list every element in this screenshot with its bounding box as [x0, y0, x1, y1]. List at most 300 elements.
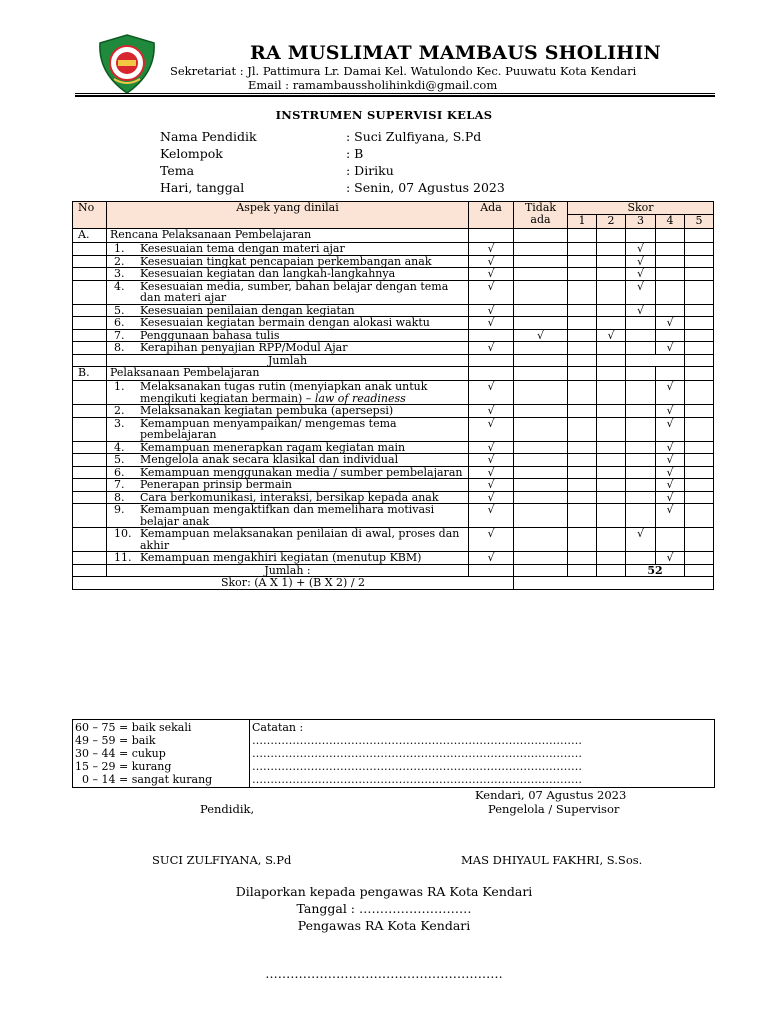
empty-cell — [656, 229, 685, 243]
ada-cell: √ — [469, 268, 514, 281]
header-divider — [75, 93, 715, 94]
table-row — [73, 528, 714, 552]
tidak-ada-cell — [514, 381, 568, 405]
grade-legend-table — [72, 719, 715, 788]
row-no-cell — [73, 317, 107, 330]
tidak-ada-cell — [514, 317, 568, 330]
table-row — [73, 552, 714, 565]
item-text: Penerapan prinsip bermain — [140, 478, 293, 491]
tidak-ada-cell — [514, 417, 568, 441]
score-4-cell: √ — [656, 417, 685, 441]
item-number: 8. — [114, 490, 125, 504]
score-4-cell: √ — [656, 342, 685, 355]
score-2-cell — [597, 268, 626, 281]
aspect-item — [110, 454, 468, 466]
formula-row — [73, 577, 714, 590]
ada-cell: √ — [469, 441, 514, 454]
aspect-item — [110, 405, 468, 417]
empty-cell — [656, 367, 685, 381]
grade-legend — [73, 720, 250, 788]
section-title: Pelaksanaan Pembelajaran — [107, 367, 469, 381]
score-3-cell — [626, 454, 656, 467]
score-3-cell: √ — [626, 528, 656, 552]
score-2-cell — [597, 552, 626, 565]
row-no-cell — [73, 268, 107, 281]
score-5-cell — [685, 441, 714, 454]
score-5-cell — [685, 405, 714, 418]
score-5-cell — [685, 243, 714, 256]
empty-cell — [626, 229, 656, 243]
row-no-cell — [73, 381, 107, 405]
table-row — [73, 280, 714, 304]
table-row — [73, 491, 714, 504]
ada-cell: √ — [469, 528, 514, 552]
score-3-cell — [626, 381, 656, 405]
total-row-b — [73, 564, 714, 577]
table-row — [73, 479, 714, 492]
empty-cell — [568, 367, 597, 381]
col-header-score-5: 5 — [685, 215, 714, 229]
table-header-row — [73, 202, 714, 215]
empty-cell — [514, 354, 568, 367]
item-text: Melaksanakan kegiatan pembuka (apersepsi) — [140, 404, 394, 417]
ada-cell: √ — [469, 479, 514, 492]
score-4-cell: √ — [656, 454, 685, 467]
score-5-cell — [685, 479, 714, 492]
legend-item: 60 – 75 = baik sekali — [75, 721, 192, 734]
score-2-cell — [597, 417, 626, 441]
item-text: Mengelola anak secara klasikal dan individual — [140, 453, 399, 466]
legend-item: 0 – 14 = sangat kurang — [75, 773, 213, 786]
row-no-cell — [73, 528, 107, 552]
item-number: 4. — [114, 440, 125, 454]
score-5-cell — [685, 491, 714, 504]
item-number: 1. — [114, 242, 125, 255]
item-text: Kemampuan menyampaikan/ mengemas tema pembelajaran — [140, 416, 397, 441]
table-row — [73, 317, 714, 330]
score-5-cell — [685, 504, 714, 528]
score-2-cell — [597, 491, 626, 504]
tidak-ada-cell — [514, 268, 568, 281]
aspect-cell — [107, 491, 469, 504]
row-no-cell — [73, 454, 107, 467]
score-4-cell — [656, 255, 685, 268]
item-text: Penggunaan bahasa tulis — [140, 328, 280, 342]
sign-place-date: Kendari, 07 Agustus 2023 — [475, 788, 627, 802]
score-2-cell — [597, 504, 626, 528]
item-number: 5. — [114, 453, 125, 466]
tidak-ada-cell — [514, 454, 568, 467]
empty-cell — [685, 229, 714, 243]
ada-cell: √ — [469, 552, 514, 565]
score-1-cell — [568, 552, 597, 565]
score-4-cell — [656, 268, 685, 281]
score-4-cell — [656, 329, 685, 342]
score-5-cell — [685, 381, 714, 405]
aspect-cell — [107, 304, 469, 317]
legend-item: 15 – 29 = kurang — [75, 760, 172, 773]
score-4-cell: √ — [656, 466, 685, 479]
ada-cell: √ — [469, 342, 514, 355]
row-no-cell — [73, 280, 107, 304]
score-4-cell: √ — [656, 381, 685, 405]
row-no-cell — [73, 243, 107, 256]
score-2-cell — [597, 304, 626, 317]
row-no-cell — [73, 417, 107, 441]
tidak-ada-cell — [514, 342, 568, 355]
empty-cell — [514, 564, 568, 577]
col-header-score-1: 1 — [568, 215, 597, 229]
empty-cell — [514, 577, 714, 590]
empty-cell — [469, 354, 514, 367]
item-number: 9. — [114, 503, 125, 516]
table-row — [73, 268, 714, 281]
assessment-table — [72, 201, 714, 590]
teacher-info — [160, 128, 505, 196]
school-logo-icon — [96, 33, 158, 95]
score-3-cell — [626, 329, 656, 342]
score-1-cell — [568, 479, 597, 492]
total-row-a — [73, 354, 714, 367]
score-4-cell — [656, 243, 685, 256]
score-5-cell — [685, 454, 714, 467]
tidak-ada-cell — [514, 280, 568, 304]
table-row — [73, 342, 714, 355]
score-4-cell — [656, 528, 685, 552]
score-1-cell — [568, 504, 597, 528]
aspect-cell — [107, 243, 469, 256]
table-row — [73, 255, 714, 268]
ada-cell: √ — [469, 504, 514, 528]
aspect-item — [110, 342, 468, 354]
score-5-cell — [685, 552, 714, 565]
score-1-cell — [568, 342, 597, 355]
item-number: 4. — [114, 279, 125, 293]
col-header-aspect: Aspek yang dinilai — [107, 202, 469, 229]
aspect-cell — [107, 280, 469, 304]
aspect-cell — [107, 441, 469, 454]
info-row-theme: Tema : Diriku — [160, 163, 394, 178]
aspect-cell — [107, 504, 469, 528]
score-3-cell — [626, 552, 656, 565]
sign-right-role: Pengelola / Supervisor — [488, 802, 620, 816]
score-4-cell: √ — [656, 491, 685, 504]
empty-cell — [597, 367, 626, 381]
notes-line: ……………………………………………………………………………… — [252, 734, 582, 747]
info-row-date: Hari, tanggal : Senin, 07 Agustus 2023 — [160, 180, 505, 195]
sign-left-role: Pendidik, — [200, 802, 255, 816]
score-3-cell — [626, 342, 656, 355]
item-number: 7. — [114, 478, 125, 491]
item-number: 10. — [114, 527, 132, 540]
score-4-cell: √ — [656, 317, 685, 330]
score-3-cell: √ — [626, 280, 656, 304]
ada-cell: √ — [469, 491, 514, 504]
report-supervisor: Pengawas RA Kota Kendari — [297, 918, 471, 933]
empty-cell — [568, 354, 597, 367]
table-row — [73, 381, 714, 405]
score-1-cell — [568, 466, 597, 479]
notes-line: ……………………………………………………………………………… — [252, 760, 582, 773]
score-1-cell — [568, 528, 597, 552]
tidak-ada-cell — [514, 405, 568, 418]
score-2-cell — [597, 528, 626, 552]
row-no-cell — [73, 479, 107, 492]
score-3-cell — [626, 417, 656, 441]
legend-item: 49 – 59 = baik — [75, 734, 156, 747]
score-2-cell — [597, 243, 626, 256]
item-number: 2. — [114, 254, 125, 268]
aspect-item — [110, 418, 468, 441]
section-title: Rencana Pelaksanaan Pembelajaran — [107, 229, 469, 243]
tidak-ada-cell — [514, 255, 568, 268]
score-2-cell — [597, 441, 626, 454]
tidak-ada-cell — [514, 552, 568, 565]
aspect-cell — [107, 405, 469, 418]
row-no-cell — [73, 342, 107, 355]
empty-cell — [568, 229, 597, 243]
tidak-ada-cell — [514, 479, 568, 492]
sign-right-name: MAS DHIYAUL FAKHRI, S.Sos. — [461, 853, 643, 867]
aspect-item — [110, 243, 468, 255]
item-text: Kesesuaian tingkat pencapaian perkembangan anak — [140, 254, 432, 268]
info-row-teacher: Nama Pendidik : Suci Zulfiyana, S.Pd — [160, 129, 482, 144]
score-2-cell — [597, 381, 626, 405]
table-row — [73, 454, 714, 467]
aspect-item — [110, 479, 468, 491]
aspect-item — [110, 528, 468, 551]
empty-cell — [597, 564, 626, 577]
score-2-cell — [597, 466, 626, 479]
table-row — [73, 243, 714, 256]
aspect-item — [110, 281, 468, 304]
ada-cell: √ — [469, 381, 514, 405]
item-number: 3. — [114, 267, 125, 280]
score-4-cell: √ — [656, 552, 685, 565]
total-label: Jumlah — [107, 354, 469, 367]
score-4-cell — [656, 304, 685, 317]
aspect-cell — [107, 268, 469, 281]
aspect-item — [110, 552, 468, 564]
report-date: Tanggal : ……………………… — [296, 901, 472, 916]
score-formula: Skor: (A X 1) + (B X 2) / 2 — [73, 577, 514, 590]
score-4-cell: √ — [656, 441, 685, 454]
item-number: 8. — [114, 341, 125, 354]
empty-cell — [597, 354, 626, 367]
score-5-cell — [685, 317, 714, 330]
aspect-cell — [107, 329, 469, 342]
info-row-group: Kelompok : B — [160, 146, 364, 161]
table-row — [73, 417, 714, 441]
notes-line: ……………………………………………………………………………… — [252, 747, 582, 760]
aspect-item — [110, 442, 468, 454]
score-4-cell: √ — [656, 405, 685, 418]
item-text: Kesesuaian kegiatan bermain dengan alokasi waktu — [140, 316, 430, 329]
tidak-ada-cell — [514, 243, 568, 256]
aspect-item — [110, 330, 468, 342]
aspect-item — [110, 492, 468, 504]
item-number: 1. — [114, 380, 125, 393]
aspect-cell — [107, 454, 469, 467]
item-number: 3. — [114, 416, 125, 430]
legend-item: 30 – 44 = cukup — [75, 747, 166, 760]
ada-cell: √ — [469, 405, 514, 418]
aspect-item — [110, 504, 468, 527]
aspect-item — [110, 305, 468, 317]
school-name: RA MUSLIMAT MAMBAUS SHOLIHIN — [250, 42, 661, 64]
table-row — [73, 405, 714, 418]
row-no-cell — [73, 491, 107, 504]
score-5-cell — [685, 268, 714, 281]
col-header-no: No — [73, 202, 107, 229]
item-number: 5. — [114, 303, 125, 317]
score-3-cell — [626, 405, 656, 418]
empty-cell — [597, 229, 626, 243]
score-1-cell — [568, 243, 597, 256]
ada-cell: √ — [469, 317, 514, 330]
score-3-cell: √ — [626, 255, 656, 268]
item-text: Kemampuan melaksanakan penilaian di awal, proses dan akhir — [140, 527, 460, 552]
item-text: Kemampuan mengaktifkan dan memelihara motivasi belajar anak — [140, 503, 435, 528]
empty-cell — [514, 367, 568, 381]
item-text: Kemampuan menerapkan ragam kegiatan main — [140, 440, 406, 454]
score-5-cell — [685, 304, 714, 317]
item-text: Kemampuan mengakhiri kegiatan (menutup KBM) — [140, 551, 422, 564]
aspect-cell — [107, 381, 469, 405]
ada-cell — [469, 329, 514, 342]
empty-cell — [685, 564, 714, 577]
score-1-cell — [568, 317, 597, 330]
notes-box[interactable] — [250, 720, 715, 788]
report-sign-line: ………………………………………………… — [265, 966, 503, 981]
notes-label: Catatan : — [252, 721, 304, 734]
ada-cell: √ — [469, 243, 514, 256]
score-1-cell — [568, 491, 597, 504]
score-5-cell — [685, 255, 714, 268]
table-row — [73, 466, 714, 479]
score-1-cell — [568, 441, 597, 454]
score-1-cell — [568, 417, 597, 441]
score-3-cell — [626, 479, 656, 492]
tidak-ada-cell — [514, 304, 568, 317]
empty-cell — [626, 367, 656, 381]
school-email: Email : ramambaussholihinkdi@gmail.com — [248, 78, 498, 92]
score-3-cell — [626, 504, 656, 528]
tidak-ada-cell: √ — [514, 329, 568, 342]
score-5-cell — [685, 466, 714, 479]
aspect-item — [110, 268, 468, 280]
item-number: 7. — [114, 328, 125, 342]
score-1-cell — [568, 280, 597, 304]
row-no-cell — [73, 304, 107, 317]
score-5-cell — [685, 280, 714, 304]
score-5-cell — [685, 342, 714, 355]
score-3-cell — [626, 466, 656, 479]
item-number: 6. — [114, 316, 125, 329]
aspect-cell — [107, 255, 469, 268]
report-line-1: Dilaporkan kepada pengawas RA Kota Kendari — [235, 884, 533, 899]
score-2-cell — [597, 317, 626, 330]
score-1-cell — [568, 405, 597, 418]
row-no-cell — [73, 441, 107, 454]
item-text: Kemampuan menggunakan media / sumber pembelajaran — [140, 465, 463, 479]
empty-cell — [514, 229, 568, 243]
item-text: Kerapihan penyajian RPP/Modul Ajar — [140, 341, 348, 354]
empty-cell — [568, 564, 597, 577]
header-divider-thick — [75, 95, 715, 97]
tidak-ada-cell — [514, 441, 568, 454]
score-2-cell — [597, 255, 626, 268]
section-row-a — [73, 229, 714, 243]
col-header-skor: Skor — [568, 202, 714, 215]
score-2-cell — [597, 479, 626, 492]
score-1-cell — [568, 255, 597, 268]
aspect-item — [110, 256, 468, 268]
empty-cell — [469, 367, 514, 381]
ada-cell: √ — [469, 466, 514, 479]
row-no-cell — [73, 329, 107, 342]
tidak-ada-cell — [514, 491, 568, 504]
school-address: Sekretariat : Jl. Pattimura Lr. Damai Kel. Watulondo Kec. Puuwatu Kota Kendari — [170, 64, 637, 78]
document-title: INSTRUMEN SUPERVISI KELAS — [275, 108, 493, 122]
ada-cell: √ — [469, 255, 514, 268]
score-2-cell — [597, 405, 626, 418]
item-text: Kesesuaian kegiatan dan langkah-langkahnya — [140, 267, 396, 280]
ada-cell: √ — [469, 417, 514, 441]
section-letter: B. — [73, 367, 107, 381]
empty-cell — [73, 354, 107, 367]
ada-cell: √ — [469, 304, 514, 317]
tidak-ada-cell — [514, 466, 568, 479]
table-row — [73, 304, 714, 317]
col-header-tidak-ada: Tidak ada — [514, 202, 568, 229]
row-no-cell — [73, 552, 107, 565]
col-header-score-4: 4 — [656, 215, 685, 229]
table-row — [73, 441, 714, 454]
score-2-cell — [597, 454, 626, 467]
row-no-cell — [73, 405, 107, 418]
aspect-cell — [107, 552, 469, 565]
item-number: 11. — [114, 551, 132, 564]
aspect-cell — [107, 342, 469, 355]
aspect-item — [110, 381, 468, 404]
table-row — [73, 504, 714, 528]
score-3-cell: √ — [626, 243, 656, 256]
score-3-cell — [626, 491, 656, 504]
score-1-cell — [568, 268, 597, 281]
row-no-cell — [73, 504, 107, 528]
item-text: Kesesuaian media, sumber, bahan belajar dengan tema dan materi ajar — [140, 279, 449, 304]
empty-cell — [469, 229, 514, 243]
score-4-cell: √ — [656, 479, 685, 492]
col-header-ada: Ada — [469, 202, 514, 229]
total-label: Jumlah : — [107, 564, 469, 577]
score-1-cell — [568, 304, 597, 317]
aspect-item — [110, 467, 468, 479]
section-letter: A. — [73, 229, 107, 243]
score-2-cell — [597, 280, 626, 304]
row-no-cell — [73, 466, 107, 479]
score-5-cell — [685, 329, 714, 342]
item-number: 6. — [114, 465, 125, 479]
empty-cell — [73, 564, 107, 577]
score-1-cell — [568, 381, 597, 405]
ada-cell: √ — [469, 454, 514, 467]
score-4-cell: √ — [656, 504, 685, 528]
item-number: 2. — [114, 404, 125, 417]
total-value: 52 — [626, 564, 685, 577]
section-row-b — [73, 367, 714, 381]
